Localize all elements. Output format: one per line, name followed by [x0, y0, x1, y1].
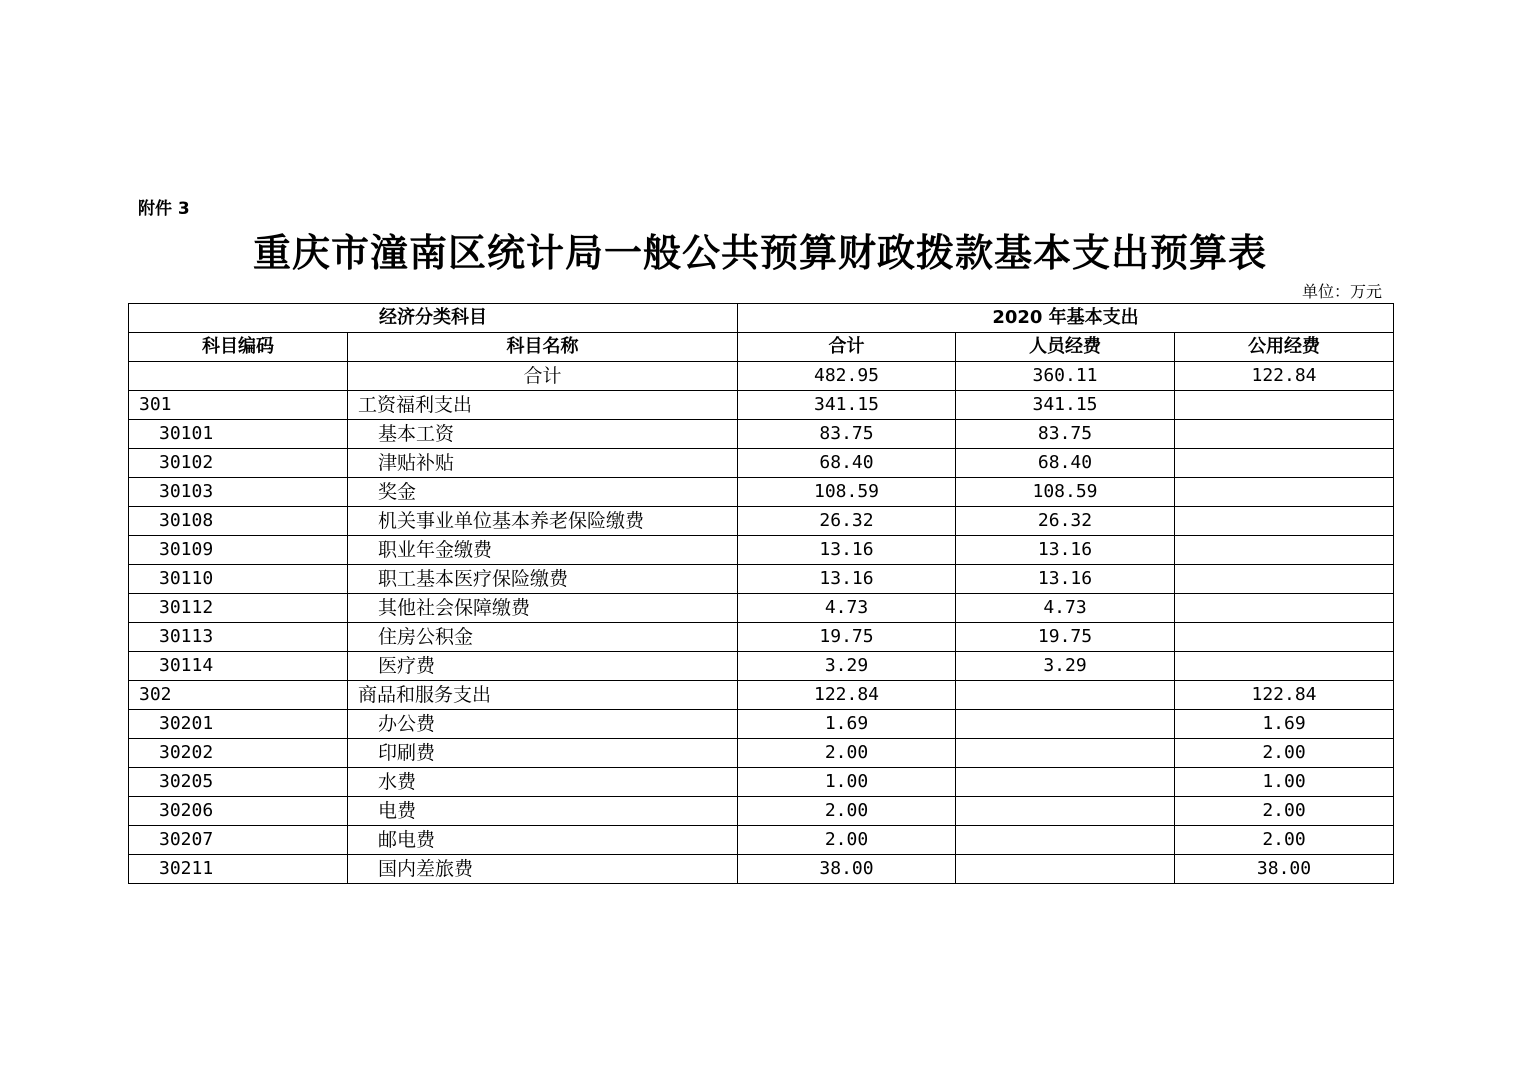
- cell-personnel: 83.75: [956, 420, 1175, 449]
- table-row: [129, 855, 1394, 884]
- cell-public: 38.00: [1175, 855, 1394, 884]
- cell-name: 机关事业单位基本养老保险缴费: [348, 507, 738, 536]
- page-title: 重庆市潼南区统计局一般公共预算财政拨款基本支出预算表: [252, 230, 1267, 275]
- cell-total: 341.15: [738, 391, 956, 420]
- table-row: [129, 826, 1394, 855]
- cell-public: [1175, 623, 1394, 652]
- cell-name: 商品和服务支出: [348, 681, 738, 710]
- cell-code: 30108: [129, 507, 348, 536]
- table-row: [129, 536, 1394, 565]
- table-row: [129, 797, 1394, 826]
- cell-code: [129, 362, 348, 391]
- cell-public: [1175, 536, 1394, 565]
- cell-personnel: 13.16: [956, 536, 1175, 565]
- cell-code: 30109: [129, 536, 348, 565]
- cell-personnel: [956, 797, 1175, 826]
- cell-total: 19.75: [738, 623, 956, 652]
- cell-code: 30102: [129, 449, 348, 478]
- cell-total: 26.32: [738, 507, 956, 536]
- column-header-code: 科目编码: [129, 333, 348, 362]
- table-row: [129, 478, 1394, 507]
- table-row: [129, 507, 1394, 536]
- cell-total: 3.29: [738, 652, 956, 681]
- cell-name: 医疗费: [348, 652, 738, 681]
- cell-code: 30207: [129, 826, 348, 855]
- group-header-economic-category: 经济分类科目: [129, 304, 738, 333]
- budget-table: [128, 303, 1394, 884]
- cell-public: [1175, 507, 1394, 536]
- cell-public: [1175, 420, 1394, 449]
- cell-name: 电费: [348, 797, 738, 826]
- table-row: [129, 652, 1394, 681]
- cell-public: 122.84: [1175, 681, 1394, 710]
- table-row: [129, 391, 1394, 420]
- cell-code: 30201: [129, 710, 348, 739]
- cell-code: 30206: [129, 797, 348, 826]
- cell-total: 83.75: [738, 420, 956, 449]
- cell-public: 122.84: [1175, 362, 1394, 391]
- cell-public: [1175, 391, 1394, 420]
- cell-public: 1.00: [1175, 768, 1394, 797]
- cell-personnel: 3.29: [956, 652, 1175, 681]
- cell-name: 办公费: [348, 710, 738, 739]
- cell-name: 职工基本医疗保险缴费: [348, 565, 738, 594]
- table-row: [129, 565, 1394, 594]
- cell-total: 482.95: [738, 362, 956, 391]
- table-row: [129, 594, 1394, 623]
- cell-total: 122.84: [738, 681, 956, 710]
- cell-total: 68.40: [738, 449, 956, 478]
- cell-code: 30112: [129, 594, 348, 623]
- cell-public: 1.69: [1175, 710, 1394, 739]
- cell-personnel: 13.16: [956, 565, 1175, 594]
- cell-code: 302: [129, 681, 348, 710]
- cell-total: 38.00: [738, 855, 956, 884]
- cell-total: 13.16: [738, 536, 956, 565]
- table-row: [129, 623, 1394, 652]
- cell-name: 津贴补贴: [348, 449, 738, 478]
- cell-public: [1175, 594, 1394, 623]
- cell-name: 国内差旅费: [348, 855, 738, 884]
- cell-name: 水费: [348, 768, 738, 797]
- cell-public: 2.00: [1175, 826, 1394, 855]
- cell-personnel: 341.15: [956, 391, 1175, 420]
- cell-personnel: 19.75: [956, 623, 1175, 652]
- cell-total: 13.16: [738, 565, 956, 594]
- cell-public: 2.00: [1175, 739, 1394, 768]
- cell-total: 108.59: [738, 478, 956, 507]
- cell-public: [1175, 565, 1394, 594]
- group-header-basic-expenditure: 2020 年基本支出: [738, 304, 1394, 333]
- cell-name: 工资福利支出: [348, 391, 738, 420]
- attachment-label: 附件 3: [138, 199, 190, 219]
- cell-name: 其他社会保障缴费: [348, 594, 738, 623]
- cell-public: [1175, 449, 1394, 478]
- cell-code: 30110: [129, 565, 348, 594]
- cell-total: 2.00: [738, 797, 956, 826]
- unit-label: 单位：万元: [1301, 282, 1382, 301]
- cell-personnel: [956, 681, 1175, 710]
- cell-personnel: [956, 826, 1175, 855]
- table-row: [129, 710, 1394, 739]
- cell-personnel: [956, 710, 1175, 739]
- table-row: [129, 681, 1394, 710]
- cell-name: 邮电费: [348, 826, 738, 855]
- column-header-total: 合计: [738, 333, 956, 362]
- column-header-name: 科目名称: [348, 333, 738, 362]
- cell-name: 奖金: [348, 478, 738, 507]
- cell-personnel: [956, 739, 1175, 768]
- cell-personnel: 68.40: [956, 449, 1175, 478]
- cell-name: 职业年金缴费: [348, 536, 738, 565]
- cell-public: 2.00: [1175, 797, 1394, 826]
- column-header-row: [129, 333, 1394, 362]
- cell-name: 住房公积金: [348, 623, 738, 652]
- group-header-row: [129, 304, 1394, 333]
- table-row: [129, 362, 1394, 391]
- cell-code: 30113: [129, 623, 348, 652]
- cell-code: 30103: [129, 478, 348, 507]
- cell-name: 合计: [348, 362, 738, 391]
- table-row: [129, 739, 1394, 768]
- cell-code: 30205: [129, 768, 348, 797]
- cell-personnel: 360.11: [956, 362, 1175, 391]
- cell-total: 2.00: [738, 739, 956, 768]
- cell-name: 印刷费: [348, 739, 738, 768]
- table-row: [129, 449, 1394, 478]
- cell-code: 30211: [129, 855, 348, 884]
- cell-total: 2.00: [738, 826, 956, 855]
- cell-code: 301: [129, 391, 348, 420]
- cell-personnel: 4.73: [956, 594, 1175, 623]
- cell-code: 30202: [129, 739, 348, 768]
- cell-personnel: 26.32: [956, 507, 1175, 536]
- column-header-public: 公用经费: [1175, 333, 1394, 362]
- cell-code: 30101: [129, 420, 348, 449]
- cell-personnel: [956, 768, 1175, 797]
- table-row: [129, 420, 1394, 449]
- cell-personnel: [956, 855, 1175, 884]
- cell-public: [1175, 478, 1394, 507]
- cell-total: 1.69: [738, 710, 956, 739]
- column-header-personnel: 人员经费: [956, 333, 1175, 362]
- table-row: [129, 768, 1394, 797]
- cell-total: 1.00: [738, 768, 956, 797]
- cell-name: 基本工资: [348, 420, 738, 449]
- cell-personnel: 108.59: [956, 478, 1175, 507]
- cell-public: [1175, 652, 1394, 681]
- cell-total: 4.73: [738, 594, 956, 623]
- cell-code: 30114: [129, 652, 348, 681]
